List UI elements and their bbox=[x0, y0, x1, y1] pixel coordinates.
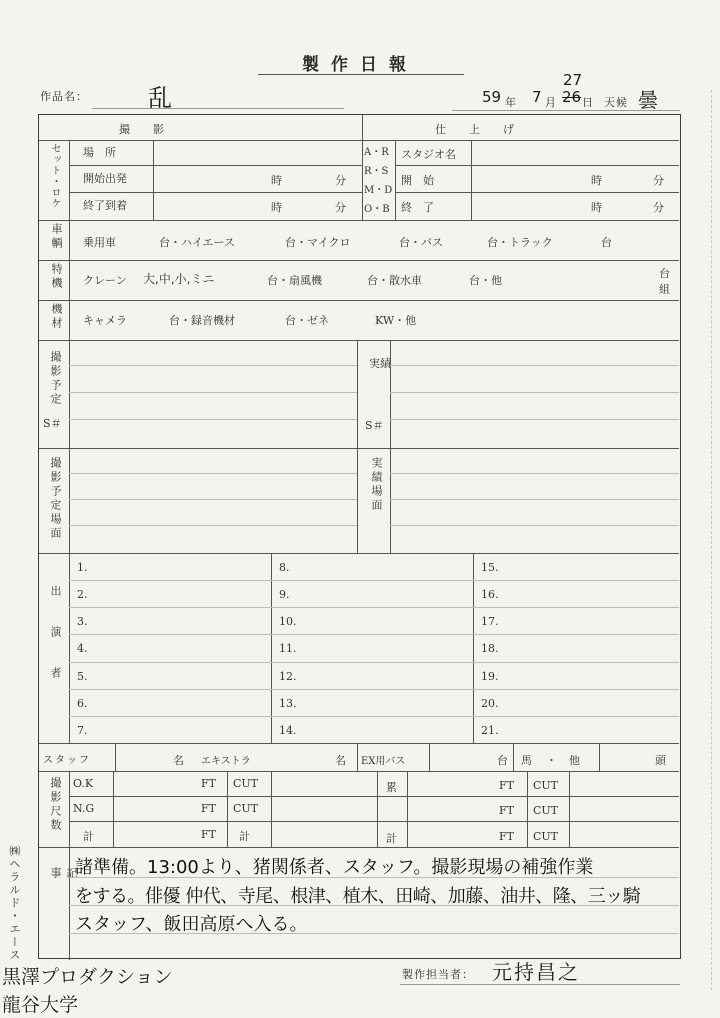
divider bbox=[39, 220, 679, 221]
divider bbox=[39, 847, 679, 848]
cast-slot-number: 17. bbox=[481, 615, 499, 629]
divider bbox=[527, 771, 528, 847]
cast-label: 出演者 bbox=[49, 585, 62, 708]
cast-row-line bbox=[69, 689, 679, 690]
special-equipment-label: 特機 bbox=[50, 263, 63, 291]
cumulative-total-label: 計 bbox=[386, 832, 397, 845]
place-label: 場 所 bbox=[83, 146, 116, 159]
cum-ng-cut: CUT bbox=[533, 804, 559, 817]
vehicle-car: 乗用車 bbox=[83, 236, 116, 249]
divider bbox=[113, 771, 114, 847]
cast-slot-number: 11. bbox=[279, 642, 297, 656]
divider bbox=[271, 771, 272, 847]
cum-ng-ft: FT bbox=[499, 804, 514, 817]
start-label: 開 始 bbox=[401, 174, 434, 187]
cast-slot-number: 4. bbox=[77, 642, 88, 656]
total-ft: FT bbox=[201, 828, 216, 841]
separator-dot: ・ bbox=[546, 754, 557, 767]
vehicles-label: 車輌 bbox=[50, 223, 63, 251]
total-label: 計 bbox=[83, 830, 94, 843]
divider bbox=[227, 771, 228, 847]
cast-slot-number: 9. bbox=[279, 588, 290, 602]
cast-slot-number: 12. bbox=[279, 669, 297, 683]
divider bbox=[599, 743, 600, 771]
notes-line-1: 諸準備。13:00より、猪関係者、スタッフ。撮影現場の補強作業 bbox=[75, 857, 594, 878]
studio-label: スタジオ名 bbox=[401, 148, 456, 161]
end-hour: 時 bbox=[591, 201, 602, 214]
shooting-plan-label: 撮影予定 bbox=[49, 351, 62, 407]
cast-row-line bbox=[69, 580, 679, 581]
scene-plan-label: 撮影予定場面 bbox=[49, 457, 62, 541]
work-title-label: 作品名： bbox=[40, 90, 88, 103]
divider bbox=[115, 743, 116, 771]
cast-slot-number: 2. bbox=[77, 588, 88, 602]
scene-actual-label: 実績場面 bbox=[370, 457, 383, 513]
arrive-minute: 分 bbox=[335, 201, 346, 214]
weather-label: 天候 bbox=[604, 96, 628, 109]
cast-slot-number: 18. bbox=[481, 642, 499, 656]
divider bbox=[357, 340, 358, 553]
special-crane-sizes: 大,中,小,ミニ bbox=[143, 272, 215, 286]
staff-count-unit: 名 bbox=[173, 754, 184, 767]
ok-label: O.K bbox=[73, 777, 94, 790]
vehicle-micro: 台・マイクロ bbox=[285, 236, 351, 249]
cast-row-line bbox=[69, 716, 679, 717]
start-hour: 時 bbox=[591, 174, 602, 187]
end-minute: 分 bbox=[653, 201, 664, 214]
equipment-zene: 台・ゼネ bbox=[285, 314, 329, 327]
paper-edge bbox=[711, 90, 712, 990]
vehicle-bus: 台・バス bbox=[399, 236, 443, 249]
divider bbox=[39, 260, 679, 261]
divider bbox=[69, 140, 70, 220]
divider bbox=[569, 771, 570, 847]
date-year: 59 bbox=[482, 88, 502, 106]
producer-name: 元持昌之 bbox=[492, 960, 580, 984]
cast-row-line bbox=[69, 662, 679, 663]
cast-slot-number: 13. bbox=[279, 696, 297, 710]
actual-sharp-label: S＃ bbox=[365, 419, 384, 432]
section-finishing-title: 仕 上 げ bbox=[435, 123, 520, 136]
divider bbox=[362, 115, 363, 220]
work-title-underline bbox=[92, 108, 344, 109]
start-minute: 分 bbox=[653, 174, 664, 187]
total-cut-label: 計 bbox=[239, 830, 250, 843]
md-label: M・D bbox=[364, 185, 393, 196]
cast-slot-number: 8. bbox=[279, 561, 290, 574]
cast-slot-number: 21. bbox=[481, 723, 499, 737]
divider bbox=[69, 847, 70, 960]
equipment-sound: 台・録音機材 bbox=[169, 314, 235, 327]
divider bbox=[471, 140, 472, 220]
divider bbox=[39, 300, 679, 301]
divider bbox=[69, 192, 362, 193]
divider bbox=[39, 140, 679, 141]
cum-total-cut: CUT bbox=[533, 830, 559, 843]
cast-slot-number: 5. bbox=[77, 669, 88, 683]
daily-report-form bbox=[38, 114, 681, 959]
divider bbox=[69, 553, 70, 743]
watermark-line-1: 黒澤プロダクション bbox=[2, 966, 173, 988]
ok-ft: FT bbox=[201, 777, 216, 790]
divider bbox=[69, 220, 70, 340]
cast-slot-number: 7. bbox=[77, 723, 88, 737]
cumulative-label: 累 bbox=[386, 781, 397, 794]
special-fan: 台・扇風機 bbox=[267, 274, 322, 287]
page-title: 製作日報 bbox=[302, 55, 418, 75]
special-crane: クレーン bbox=[83, 274, 127, 287]
depart-label: 開始出発 bbox=[83, 172, 127, 185]
divider bbox=[39, 448, 679, 449]
vehicle-hiace: 台・ハイエース bbox=[159, 236, 236, 249]
divider bbox=[69, 796, 679, 797]
work-title-value: 乱 bbox=[148, 84, 172, 112]
depart-minute: 分 bbox=[335, 174, 346, 187]
equipment-camera: キャメラ bbox=[83, 314, 127, 327]
cast-slot-number: 6. bbox=[77, 696, 88, 710]
divider bbox=[153, 140, 154, 220]
producer-label: 製作担当者： bbox=[402, 968, 474, 981]
divider bbox=[395, 165, 679, 166]
divider bbox=[39, 340, 679, 341]
equipment-kw: KW・他 bbox=[375, 314, 417, 327]
horse-label: 馬 bbox=[521, 754, 532, 767]
producer-underline bbox=[400, 984, 680, 985]
equipment-label: 機材 bbox=[50, 303, 63, 331]
divider bbox=[39, 553, 679, 554]
month-unit: 月 bbox=[545, 96, 557, 109]
ex-bus-label: EX用バス bbox=[361, 756, 406, 767]
depart-hour: 時 bbox=[271, 174, 282, 187]
set-location-label: セット・ロケ bbox=[49, 143, 60, 209]
divider bbox=[69, 340, 70, 553]
divider bbox=[39, 771, 679, 772]
notes-line-2: をする。俳優 仲代、寺尾、根津、植木、田崎、加藤、油井、隆、三ッ騎 bbox=[75, 886, 641, 907]
title-underline bbox=[258, 74, 464, 75]
divider bbox=[69, 165, 362, 166]
arrive-label: 終了到着 bbox=[83, 199, 127, 212]
date-day: 27 bbox=[563, 71, 583, 89]
cast-slot-number: 3. bbox=[77, 615, 88, 629]
cast-slot-number: 20. bbox=[481, 696, 499, 710]
date-underline bbox=[452, 110, 680, 111]
divider bbox=[39, 743, 679, 744]
cum-ok-ft: FT bbox=[499, 779, 514, 792]
weather-value: 曇 bbox=[638, 88, 658, 112]
divider bbox=[395, 192, 679, 193]
date-month: 7 bbox=[532, 88, 542, 106]
date-day-struck: 26 bbox=[562, 88, 582, 106]
arrive-hour: 時 bbox=[271, 201, 282, 214]
divider bbox=[377, 771, 378, 847]
special-sprinkler: 台・散水車 bbox=[367, 274, 422, 287]
cast-slot-number: 1. bbox=[77, 561, 88, 574]
ng-cut: CUT bbox=[233, 802, 259, 815]
special-other: 台・他 bbox=[469, 274, 502, 287]
divider bbox=[407, 771, 408, 847]
cast-slot-number: 10. bbox=[279, 615, 297, 629]
divider bbox=[395, 140, 396, 220]
head-unit: 頭 bbox=[655, 754, 666, 767]
plan-sharp-label: S＃ bbox=[43, 417, 62, 430]
horse-other-label: 他 bbox=[569, 754, 580, 767]
special-unit-dai: 台 bbox=[659, 267, 670, 280]
staff-label: スタッフ bbox=[43, 755, 91, 766]
special-unit-kumi: 組 bbox=[659, 283, 670, 296]
ng-label: N.G bbox=[73, 802, 95, 815]
ng-ft: FT bbox=[201, 802, 216, 815]
divider bbox=[357, 743, 358, 771]
cum-total-ft: FT bbox=[499, 830, 514, 843]
divider bbox=[390, 340, 391, 553]
divider bbox=[271, 553, 272, 743]
cast-slot-number: 15. bbox=[481, 561, 499, 574]
divider bbox=[429, 743, 430, 771]
cast-slot-number: 16. bbox=[481, 588, 499, 602]
divider bbox=[513, 743, 514, 771]
rs-label: R・S bbox=[364, 166, 389, 177]
cast-slot-number: 19. bbox=[481, 669, 499, 683]
cum-ok-cut: CUT bbox=[533, 779, 559, 792]
section-shooting-title: 撮 影 bbox=[119, 123, 170, 136]
watermark-line-2: 龍谷大学 bbox=[2, 994, 79, 1016]
cast-row-line bbox=[69, 607, 679, 608]
end-label: 終 了 bbox=[401, 201, 434, 214]
divider bbox=[473, 553, 474, 743]
vehicle-truck: 台・トラック bbox=[487, 236, 553, 249]
cast-row-line bbox=[69, 634, 679, 635]
notes-label: 記事 bbox=[49, 867, 78, 918]
bus-unit: 台 bbox=[497, 754, 508, 767]
notes-line-3: スタッフ、飯田高原へ入る。 bbox=[75, 914, 308, 935]
footage-label: 撮影尺数 bbox=[49, 777, 62, 833]
actual-label-1: 実績 bbox=[369, 357, 391, 370]
ob-label: O・B bbox=[364, 204, 390, 215]
extra-count-unit: 名 bbox=[335, 754, 346, 767]
company-side-label: ㈱ヘラルド・エース bbox=[8, 845, 21, 962]
day-unit: 日 bbox=[582, 96, 594, 109]
vehicle-unit: 台 bbox=[601, 236, 612, 249]
divider bbox=[69, 771, 70, 847]
cast-slot-number: 14. bbox=[279, 723, 297, 737]
year-unit: 年 bbox=[505, 96, 517, 109]
divider bbox=[69, 821, 679, 822]
extra-label: エキストラ bbox=[201, 756, 251, 767]
ar-label: A・R bbox=[364, 147, 389, 158]
ok-cut: CUT bbox=[233, 777, 259, 790]
